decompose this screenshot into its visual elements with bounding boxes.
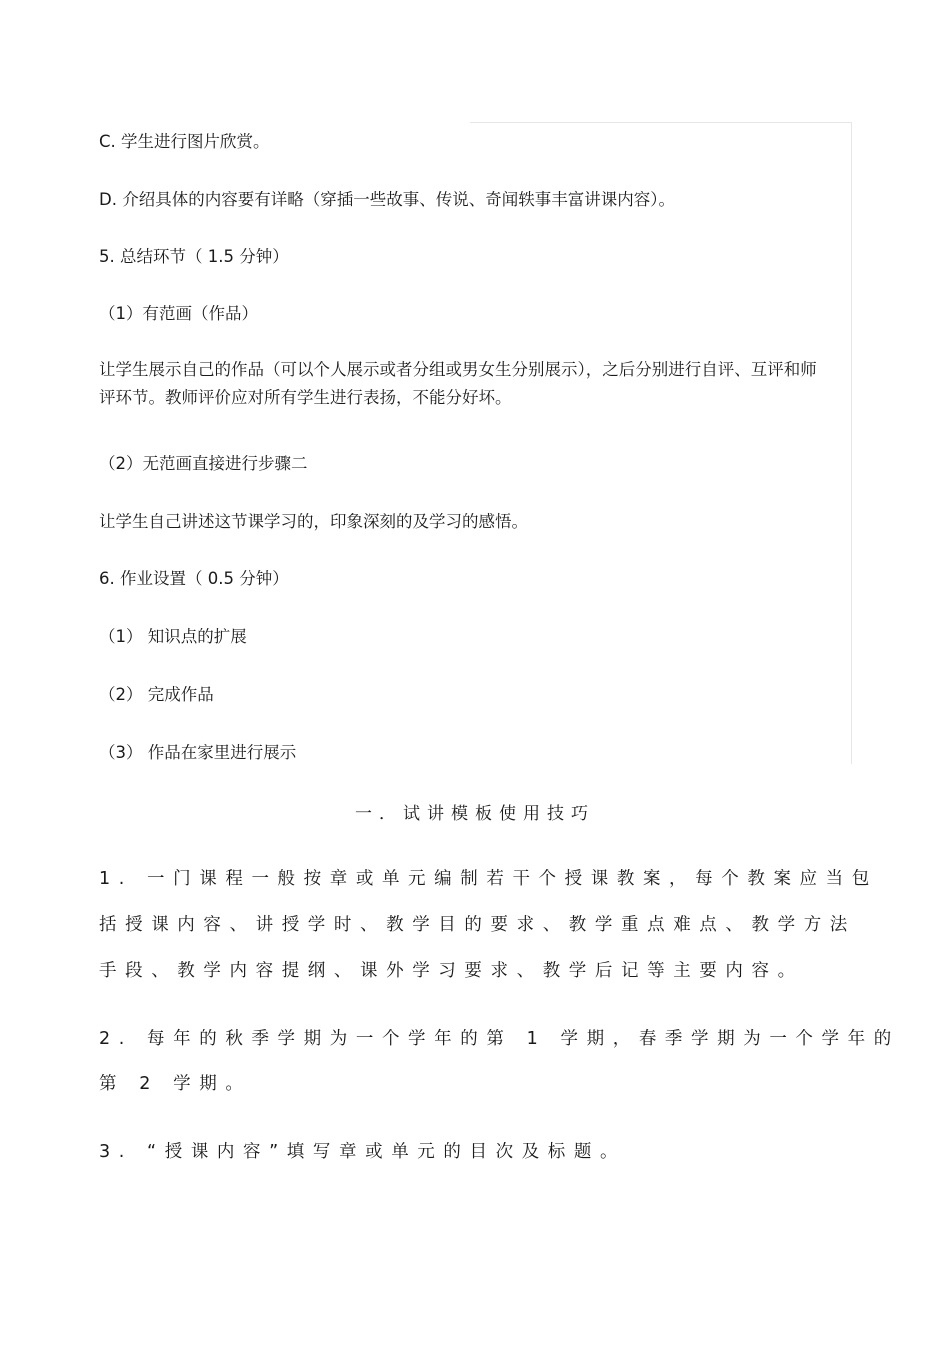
tip-1-line-2: 括授课内容、讲授学时、教学目的要求、教学重点难点、教学方法 bbox=[99, 915, 856, 935]
tip-2-line-1: 2. 每年的秋季学期为一个学年的第 1 学期，春季学期为一个学年的 bbox=[99, 1029, 900, 1049]
tip-2-line-2: 第 2 学期。 bbox=[99, 1074, 252, 1094]
tip-3: 3. “授课内容”填写章或单元的目次及标题。 bbox=[99, 1142, 627, 1162]
item-d: D. 介绍具体的内容要有详略（穿插一些故事、传说、奇闻轶事丰富讲课内容）。 bbox=[99, 190, 675, 209]
tip-1-line-1: 1. 一门课程一般按章或单元编制若干个授课教案，每个教案应当包 bbox=[99, 869, 878, 889]
section-6-title: 6. 作业设置（ 0.5 分钟） bbox=[99, 569, 289, 588]
section-5-sub-2: （2）无范画直接进行步骤二 bbox=[99, 454, 308, 473]
tip-1-line-3: 手段、教学内容提纲、课外学习要求、教学后记等主要内容。 bbox=[99, 961, 804, 981]
tips-heading: 一．试讲模板使用技巧 bbox=[355, 804, 595, 824]
section-6-item-3: （3） 作品在家里进行展示 bbox=[99, 743, 297, 762]
section-5-title: 5. 总结环节（ 1.5 分钟） bbox=[99, 247, 289, 266]
section-5-sub-1: （1）有范画（作品） bbox=[99, 304, 258, 323]
frame-right-border bbox=[851, 122, 852, 764]
section-6-item-1: （1） 知识点的扩展 bbox=[99, 627, 247, 646]
section-5-sub-2-text: 让学生自己讲述这节课学习的，印象深刻的及学习的感悟。 bbox=[99, 512, 528, 531]
frame-top-border bbox=[470, 122, 851, 123]
item-c: C. 学生进行图片欣赏。 bbox=[99, 132, 270, 151]
section-5-sub-1-text: 让学生展示自己的作品（可以个人展示或者分组或男女生分别展示），之后分别进行自评、互评和师评环节。教师评价应对所有学生进行表扬，不能分好坏。 bbox=[99, 360, 817, 407]
section-6-item-2: （2） 完成作品 bbox=[99, 685, 214, 704]
